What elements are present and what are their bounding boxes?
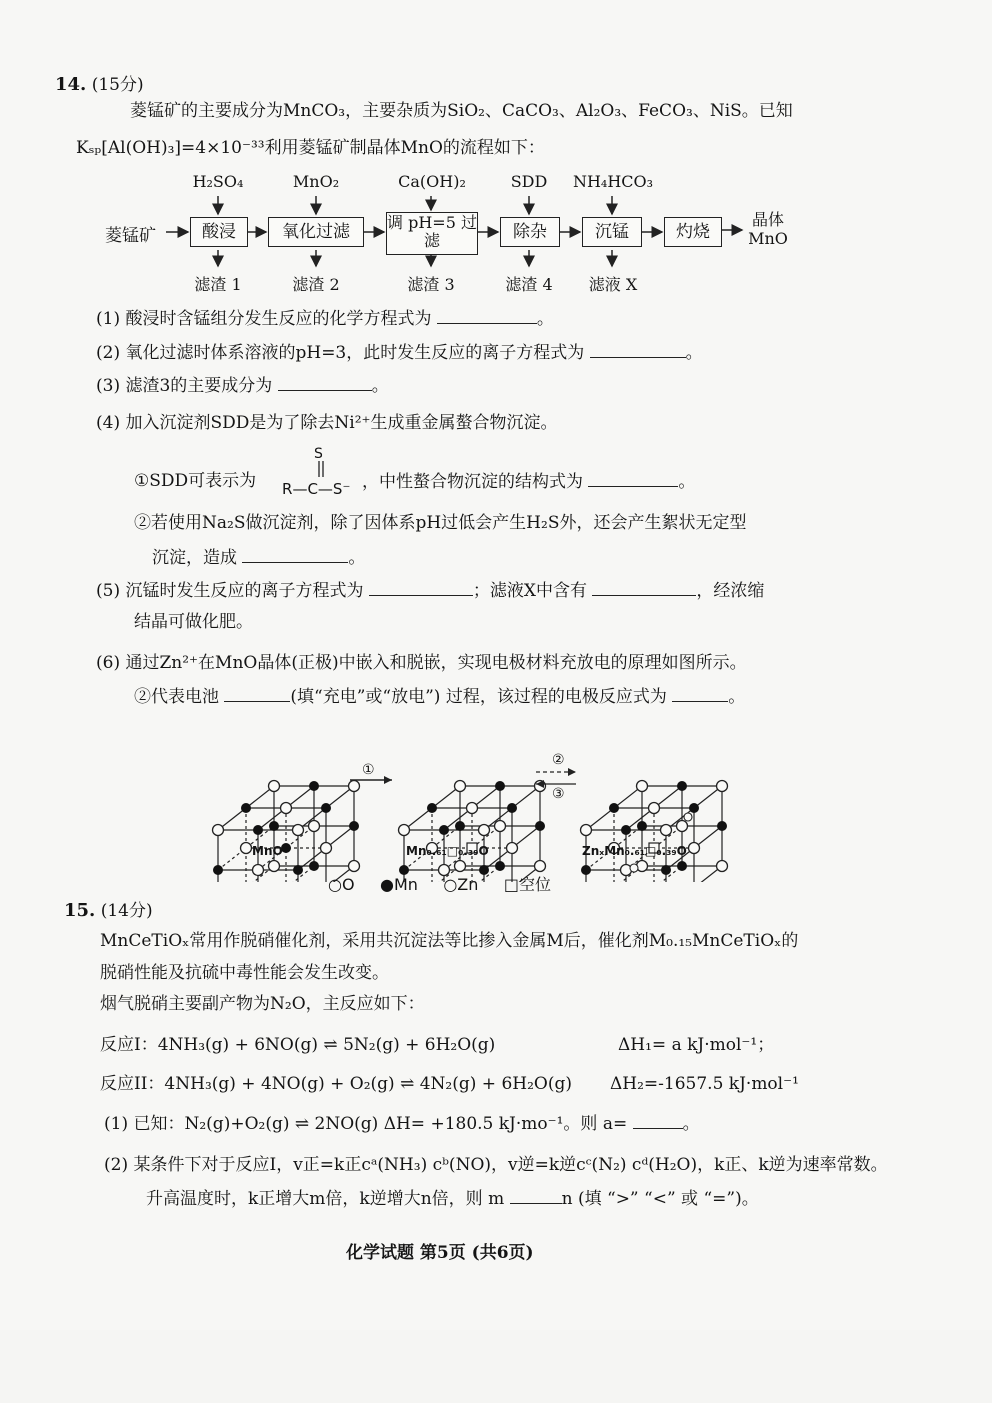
period: 。 [371,376,389,396]
o-atom [269,781,280,792]
o-atom [455,861,466,872]
legend-mn: ●Mn [380,875,418,894]
answer-blank[interactable] [369,579,473,596]
legend-vacancy: □空位 [503,875,551,894]
mn-atom [213,865,223,875]
q15-sub1 [104,1112,700,1135]
mn-atom [293,865,303,875]
o-atom [467,803,478,814]
mn-atom [535,821,545,831]
zn-atom [630,864,638,872]
period: 。 [678,472,696,492]
q15-sub2-line2 [146,1187,759,1210]
mn-atom [677,781,687,791]
q14-sub2-text: (2) 氧化过滤时体系溶液的pH=3，此时发生反应的离子方程式为 [96,343,585,363]
step-precipitate-mn: 沉锰 [582,217,642,247]
legend [328,874,551,896]
o-atom [661,825,672,836]
q14-sub4b-line1: ②若使用Na₂S做沉淀剂，除了因体系pH过低会产生H₂S外，还会产生絮状无定型 [134,513,747,533]
period: 。 [536,309,554,329]
step-calcine: 灼烧 [664,217,722,247]
o-atom [281,803,292,814]
q15-intro-line3: 烟气脱硝主要副产物为N₂O，主反应如下： [100,994,425,1014]
o-atom [649,803,660,814]
mn-atom [309,861,319,871]
q15-sub2-text-a: 升高温度时，k正增大m倍，k逆增大n倍，则 m [146,1189,505,1209]
o-atom [479,825,490,836]
step-acid-leach: 酸浸 [190,217,248,247]
o-atom [637,781,648,792]
output-filtrate-x: 滤液 X [588,275,638,294]
question-number: 15. [64,900,96,921]
legend-zn: ○Zn [443,875,479,894]
reaction-2: 反应II：4NH₃(g) + 4NO(g) + O₂(g) ⇌ 4N₂(g) + 6H₂O(g) [100,1074,572,1094]
q14-sub6-line2 [134,685,745,708]
q14-sub4a-tail [362,470,695,493]
crystal-cubes [0,722,992,882]
o-atom [717,861,728,872]
question-points: (15分) [91,75,144,95]
answer-blank[interactable] [510,1187,562,1204]
reaction-1-enthalpy: ΔH₁= a kJ·mol⁻¹； [618,1035,775,1055]
mn-atom [253,825,263,835]
legend-o: ○O [328,875,355,894]
crystal-label-mno: MnO [252,844,283,858]
mn-atom [455,821,465,831]
o-atom [455,781,466,792]
flowchart-arrows [0,0,992,300]
flow-start-ore: 菱锰矿 [105,226,156,246]
q14-sub4a-post-text: ，中性螯合物沉淀的结构式为 [362,472,583,492]
sdd-r: R [282,480,293,498]
q14-sub5-mid: ；滤液X中含有 [472,581,587,601]
answer-blank[interactable] [224,685,290,702]
o-atom [349,861,360,872]
o-atom [717,781,728,792]
question-points: (14分) [100,901,153,921]
q14-sub4b-text: 沉淀，造成 [152,548,237,568]
reagent-sdd: SDD [510,172,548,191]
answer-blank[interactable] [278,374,372,391]
answer-blank[interactable] [672,685,728,702]
crystal-label-zn-mn-vacancy: ZnₓMn₀.₆₁□₀.₃₉O [582,844,687,858]
mn-atom [269,821,279,831]
mn-atom [621,825,631,835]
mn-atom [507,803,517,813]
period: 。 [728,687,746,707]
o-atom [309,821,320,832]
output-residue-1: 滤渣 1 [194,275,242,294]
q14-intro-line1: 菱锰矿的主要成分为MnCO₃，主要杂质为SiO₂、CaCO₃、Al₂O₃、FeCO₃、NiS。已知 [130,101,793,121]
sdd-c: C [307,480,318,498]
o-atom [349,781,360,792]
step-oxidize-filter: 氧化过滤 [268,217,364,247]
reagent-caoh2: Ca(OH)₂ [398,172,466,191]
mn-atom [495,781,505,791]
reagent-nh4hco3: NH₄HCO₃ [572,172,654,191]
mn-atom [637,821,647,831]
q14-sub2 [96,341,703,364]
o-atom [269,861,280,872]
mn-atom [439,825,449,835]
q14-sub3 [96,374,389,397]
mn-atom [241,803,251,813]
o-atom [689,843,700,854]
q14-sub1 [96,307,554,330]
q14-sub5-text: (5) 沉锰时发生反应的离子方程式为 [96,581,364,601]
arrow-label-2: ② [552,752,565,768]
mn-atom [661,865,671,875]
q14-sub4a-text: ①SDD可表示为 [134,471,257,491]
mn-atom [495,861,505,871]
zn-atom [684,813,692,821]
reagent-mno2: MnO₂ [292,172,340,191]
output-residue-3: 滤渣 3 [407,275,455,294]
reaction-1: 反应I：4NH₃(g) + 6NO(g) ⇌ 5N₂(g) + 6H₂O(g) [100,1035,496,1055]
q14-sub6-text-b: (填“充电”或“放电”) 过程，该过程的电极反应式为 [290,687,667,707]
q14-sub4a [134,470,256,492]
mn-atom [717,821,727,831]
q15-intro-line1: MnCeTiOₓ常用作脱硝催化剂，采用共沉淀法等比掺入金属M后，催化剂M₀.₁₅MnCeTiOₓ的 [100,931,799,951]
o-atom [321,843,332,854]
mn-atom [609,803,619,813]
sdd-chain: R—C—S⁻ [282,480,351,498]
o-atom [213,825,224,836]
reaction-2-enthalpy: ΔH₂=-1657.5 kJ·mol⁻¹ [610,1074,799,1094]
mn-atom [689,803,699,813]
sdd-sulfur-top: S [314,446,323,462]
period: 。 [685,343,703,363]
o-atom [399,825,410,836]
mn-atom [309,781,319,791]
o-atom [507,843,518,854]
mn-atom [427,803,437,813]
mn-atom [349,821,359,831]
mn-atom [677,861,687,871]
question-15-header [64,900,153,922]
q14-sub6-line1: (6) 通过Zn²⁺在MnO晶体(正极)中嵌入和脱嵌，实现电极材料充放电的原理如图所示。 [96,653,747,673]
sdd-s-minus: S⁻ [332,480,351,498]
arrow-1-head [384,776,392,784]
q14-sub4b-line2 [152,546,365,569]
page-footer: 化学试题 第5页 (共6页) [346,1243,534,1263]
mn-atom [581,865,591,875]
step-remove-impurity: 除杂 [500,217,560,247]
q15-intro-line2: 脱硝性能及抗硫中毒性能会发生改变。 [100,963,389,983]
arrow-label-1: ① [362,762,375,778]
flow-product-mno: 晶体 MnO [748,210,788,248]
arrow-label-3: ③ [552,786,565,802]
period: 。 [348,548,366,568]
question-number: 14. [55,74,87,95]
answer-blank[interactable] [437,307,537,324]
q15-sub2-text-b: n (填 “>” “<” 或 “=”)。 [561,1189,759,1209]
q14-sub6-text-a: ②代表电池 [134,687,219,707]
answer-blank[interactable] [592,579,696,596]
answer-blank[interactable] [242,546,348,563]
q14-sub5-line2: 结晶可做化肥。 [134,612,253,632]
o-atom [535,861,546,872]
step-adjust-ph-filter: 调 pH=5 过滤 [386,212,478,255]
o-atom [581,825,592,836]
q14-intro-line2: Kₛₚ[Al(OH)₃]=4×10⁻³³利用菱锰矿制晶体MnO的流程如下： [76,138,545,158]
q14-sub3-text: (3) 滤渣3的主要成分为 [96,376,273,396]
answer-blank[interactable] [588,470,678,487]
sdd-double-bond [313,459,333,479]
o-atom [253,865,264,876]
q14-sub1-text: (1) 酸浸时含锰组分发生反应的化学方程式为 [96,309,432,329]
arrow-2-head [568,768,576,776]
q14-sub5-end: ，经浓缩 [696,581,765,601]
period: 。 [682,1114,700,1134]
q14-sub4: (4) 加入沉淀剂SDD是为了除去Ni²⁺生成重金属螯合物沉淀。 [96,413,558,433]
crystal-label-mn-vacancy: Mn₀.₆₁□₀.₃₉O [406,844,489,858]
o-atom [293,825,304,836]
q15-sub2-line1: (2) 某条件下对于反应I，v正=k正cᵃ(NH₃) cᵇ(NO)，v逆=k逆cᶜ(N₂) cᵈ(H₂O)，k正、k逆为速率常数。 [104,1155,888,1175]
output-residue-2: 滤渣 2 [292,275,340,294]
answer-blank[interactable] [633,1112,683,1129]
q14-sub5-line1 [96,579,764,602]
answer-blank[interactable] [590,341,686,358]
output-residue-4: 滤渣 4 [505,275,553,294]
reagent-h2so4: H₂SO₄ [192,172,244,191]
q15-sub1-text: (1) 已知：N₂(g)+O₂(g) ⇌ 2NO(g) ΔH= +180.5 kJ·mo⁻¹。则 a= [104,1114,628,1134]
o-atom [677,821,688,832]
o-atom [241,843,252,854]
o-atom [495,821,506,832]
mn-atom [321,803,331,813]
